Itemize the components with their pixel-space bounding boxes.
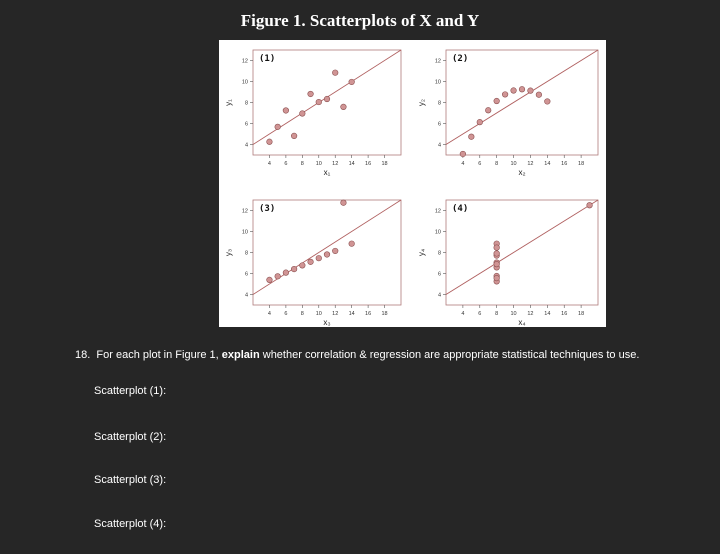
y-tick-label: 6 — [244, 271, 248, 278]
y-tick-label: 6 — [437, 121, 441, 128]
y-tick-label: 4 — [244, 142, 248, 149]
x-tick-label: 12 — [527, 311, 534, 317]
y-tick-label: 12 — [241, 58, 248, 65]
x-tick-label: 16 — [561, 311, 568, 317]
data-point — [324, 96, 330, 102]
question-18 — [75, 349, 639, 361]
y-tick-label: 8 — [437, 250, 441, 257]
y-tick-label: 8 — [437, 100, 441, 107]
plot-frame — [446, 200, 598, 305]
x-tick-label: 6 — [284, 311, 288, 317]
x-tick-label: 16 — [365, 161, 372, 167]
y-tick-label: 12 — [434, 208, 441, 215]
x-tick-label: 6 — [284, 161, 288, 167]
data-point — [267, 139, 273, 145]
scatterplot-3 — [224, 200, 401, 327]
data-point — [494, 98, 500, 104]
data-point — [494, 245, 500, 251]
data-point — [291, 133, 297, 139]
y-tick-label: 8 — [244, 250, 248, 257]
x-tick-label: 8 — [495, 161, 499, 167]
plot-title: (4) — [452, 204, 469, 214]
x-tick-label: 12 — [332, 161, 339, 167]
data-point — [300, 111, 306, 117]
data-point — [341, 104, 347, 110]
x-tick-label: 12 — [527, 161, 534, 167]
x-tick-label: 14 — [544, 311, 551, 317]
x-tick-label: 16 — [365, 311, 372, 317]
data-point — [324, 252, 330, 258]
figure-title: Figure 1. Scatterplots of X and Y — [240, 11, 480, 30]
data-point — [545, 99, 551, 105]
x-tick-label: 18 — [578, 311, 585, 317]
data-point — [536, 92, 542, 98]
x-tick-label: 8 — [495, 311, 499, 317]
question-text-before: For each plot in Figure 1, — [96, 349, 219, 361]
scatterplot-grid — [219, 40, 606, 327]
data-point — [308, 91, 314, 97]
x-tick-label: 6 — [478, 161, 482, 167]
y-tick-label: 12 — [434, 58, 441, 65]
x-tick-label: 14 — [348, 161, 355, 167]
regression-line — [253, 200, 401, 295]
prompt-scatterplot-3: Scatterplot (3): — [94, 474, 167, 486]
data-point — [587, 202, 593, 208]
data-point — [469, 134, 475, 140]
x-tick-label: 10 — [315, 311, 322, 317]
data-point — [349, 241, 355, 247]
x-tick-label: 16 — [561, 161, 568, 167]
prompt-scatterplot-4: Scatterplot (4): — [94, 518, 167, 530]
data-point — [502, 92, 508, 98]
data-point — [494, 275, 500, 281]
x-axis-label: x₃ — [323, 318, 331, 327]
data-point — [349, 79, 355, 85]
data-point — [300, 263, 306, 269]
data-point — [308, 259, 314, 265]
data-point — [283, 270, 289, 276]
y-tick-label: 12 — [241, 208, 248, 215]
question-bold-word: explain — [221, 349, 260, 361]
y-tick-label: 4 — [437, 142, 441, 149]
prompt-scatterplot-1: Scatterplot (1): — [94, 385, 167, 397]
y-tick-label: 4 — [244, 292, 248, 299]
plot-title: (1) — [259, 54, 276, 64]
regression-line — [446, 200, 598, 295]
plot-frame — [446, 50, 598, 155]
regression-line — [446, 50, 598, 145]
x-tick-label: 12 — [332, 311, 339, 317]
data-point — [316, 255, 322, 261]
question-text-after: whether correlation & regression are appropriate statistical techniques to use. — [262, 349, 640, 361]
x-tick-label: 18 — [381, 311, 388, 317]
x-tick-label: 4 — [267, 161, 271, 167]
scatterplot-4 — [417, 200, 598, 327]
y-tick-label: 10 — [241, 229, 248, 236]
data-point — [528, 88, 534, 94]
x-tick-label: 6 — [478, 311, 482, 317]
y-tick-label: 10 — [241, 79, 248, 86]
scatterplot-panel — [219, 40, 606, 327]
x-tick-label: 4 — [267, 311, 271, 317]
data-point — [519, 86, 525, 92]
y-tick-label: 10 — [434, 79, 441, 86]
y-axis-label: y₁ — [224, 99, 233, 106]
x-tick-label: 10 — [315, 161, 322, 167]
y-tick-label: 6 — [244, 121, 248, 128]
x-tick-label: 4 — [461, 311, 465, 317]
data-point — [275, 124, 281, 130]
plot-title: (3) — [259, 204, 276, 214]
x-axis-label: x₂ — [518, 168, 526, 177]
data-point — [332, 248, 338, 254]
question-number: 18. — [75, 349, 91, 361]
y-tick-label: 4 — [437, 292, 441, 299]
y-tick-label: 6 — [437, 271, 441, 278]
plot-title: (2) — [452, 54, 469, 64]
x-axis-label: x₄ — [518, 318, 526, 327]
x-tick-label: 10 — [510, 161, 517, 167]
x-tick-label: 18 — [578, 161, 585, 167]
data-point — [267, 277, 273, 283]
scatterplot-2 — [417, 50, 598, 177]
x-tick-label: 8 — [300, 161, 304, 167]
data-point — [485, 107, 491, 113]
x-tick-label: 14 — [348, 311, 355, 317]
data-point — [511, 88, 517, 94]
data-point — [341, 200, 347, 206]
y-tick-label: 10 — [434, 229, 441, 236]
x-tick-label: 14 — [544, 161, 551, 167]
y-axis-label: y₃ — [224, 248, 233, 257]
scatterplot-1 — [224, 50, 401, 177]
data-point — [291, 266, 297, 272]
x-tick-label: 8 — [300, 311, 304, 317]
data-point — [283, 108, 289, 114]
y-tick-label: 8 — [244, 100, 248, 107]
y-axis-label: y₄ — [417, 248, 426, 257]
y-axis-label: y₂ — [417, 98, 426, 107]
data-point — [316, 99, 322, 105]
prompt-scatterplot-2: Scatterplot (2): — [94, 431, 167, 443]
x-tick-label: 18 — [381, 161, 388, 167]
data-point — [275, 274, 281, 280]
x-tick-label: 4 — [461, 161, 465, 167]
plot-frame — [253, 50, 401, 155]
data-point — [460, 151, 466, 157]
data-point — [477, 119, 483, 125]
data-point — [494, 261, 500, 267]
x-tick-label: 10 — [510, 311, 517, 317]
data-point — [332, 70, 338, 76]
data-point — [494, 251, 500, 257]
x-axis-label: x₁ — [323, 168, 331, 177]
